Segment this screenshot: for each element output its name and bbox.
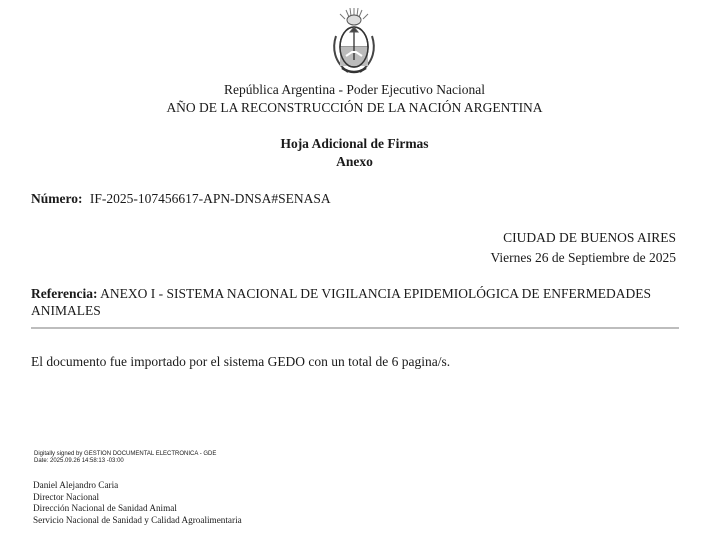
digital-signature-line-1: Digitally signed by GESTION DOCUMENTAL ELECTRONICA - GDE — [34, 451, 217, 457]
referencia-text-continued: ANIMALES — [31, 303, 101, 318]
document-subtitle: Anexo — [336, 154, 373, 169]
referencia-row — [31, 286, 681, 302]
referencia-text: ANEXO I - SISTEMA NACIONAL DE VIGILANCIA EPIDEMIOLÓGICA DE ENFERMEDADES — [100, 286, 651, 301]
body-text: El documento fue importado por el sistema GEDO con un total de 6 pagina/s. — [31, 354, 451, 369]
referencia-label: Referencia: — [31, 286, 98, 301]
signer-role: Director Nacional — [33, 491, 100, 502]
document-title: Hoja Adicional de Firmas — [280, 136, 429, 151]
header-line-1: República Argentina - Poder Ejecutivo Nacional — [223, 82, 486, 97]
divider — [31, 327, 679, 329]
signer-agency: Servicio Nacional de Sanidad y Calidad Agroalimentaria — [33, 514, 242, 525]
signer-office: Dirección Nacional de Sanidad Animal — [33, 503, 177, 513]
numero-row — [31, 191, 331, 207]
header-line-2: AÑO DE LA RECONSTRUCCIÓN DE LA NACIÓN ARGENTINA — [166, 100, 543, 115]
numero-value: IF-2025-107456617-APN-DNSA#SENASA — [89, 191, 331, 206]
argentina-coat-of-arms-icon — [326, 6, 382, 80]
signer-block — [33, 480, 242, 526]
city: CIUDAD DE BUENOS AIRES — [503, 230, 676, 245]
signer-name: Daniel Alejandro Caria — [33, 480, 119, 490]
digital-signature-line-2: Date: 2025.09.26 14:58:13 -03:00 — [34, 458, 124, 464]
numero-label: Número: — [31, 191, 83, 206]
date: Viernes 26 de Septiembre de 2025 — [490, 250, 676, 265]
